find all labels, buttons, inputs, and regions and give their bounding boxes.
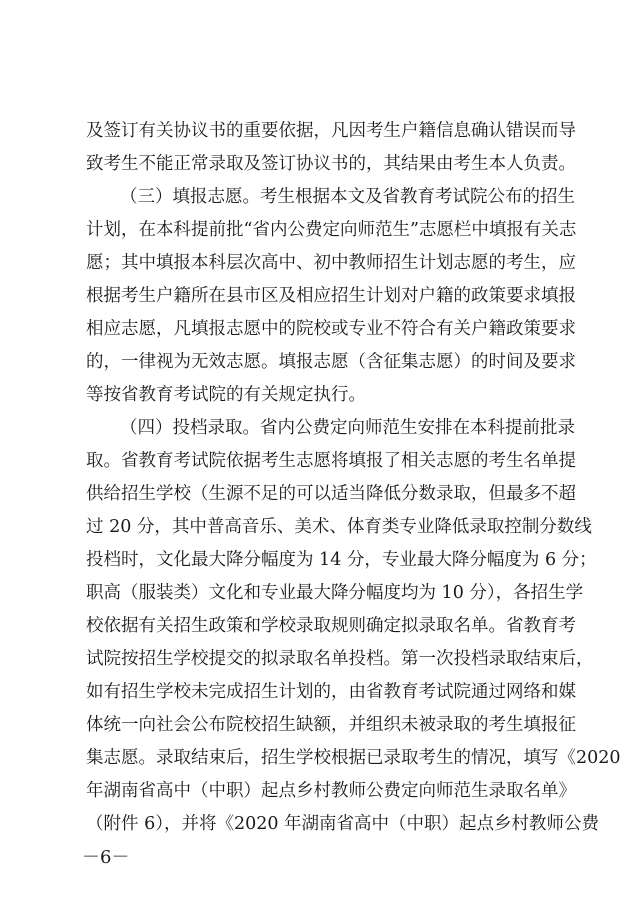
text-line: 供给招生学校（生源不足的可以适当降低分数录取，但最多不超 (86, 484, 576, 504)
text-line: 试院按招生学校提交的拟录取名单投档。第一次投档录取结束后， (86, 649, 594, 669)
page-number: －6－ (82, 847, 130, 868)
text-line: 投档时，文化最大降分幅度为 14 分，专业最大降分幅度为 6 分； (86, 550, 597, 570)
text-line: 年湖南省高中（中职）起点乡村教师公费定向师范生录取名单》 (86, 781, 576, 801)
section-heading-line: （四）投档录取。省内公费定向师范生安排在本科提前批录 (120, 418, 575, 438)
text-line: 过 20 分，其中普高音乐、美术、体育类专业降低录取控制分数线 (86, 517, 592, 537)
text-line: 校依据有关招生政策和学校录取规则确定拟录取名单。省教育考 (86, 616, 576, 636)
text-line: 致考生不能正常录取及签订协议书的，其结果由考生本人负责。 (86, 154, 576, 174)
text-line: （附件 6），并将《2020 年湖南省高中（中职）起点乡村教师公费 (86, 814, 600, 834)
text-line: 及签订有关协议书的重要依据，凡因考生户籍信息确认错误而导 (86, 121, 576, 141)
section-heading-line: （三）填报志愿。考生根据本文及省教育考试院公布的招生 (120, 187, 575, 207)
text-line: 取。省教育考试院依据考生志愿将填报了相关志愿的考生名单提 (86, 451, 576, 471)
text-line: 计划，在本科提前批“省内公费定向师范生”志愿栏中填报有关志 (86, 220, 577, 240)
text-line: 如有招生学校未完成招生计划的，由省教育考试院通过网络和媒 (86, 682, 576, 702)
text-line: 等按省教育考试院的有关规定执行。 (86, 385, 366, 405)
text-line: 根据考生户籍所在县市区及相应招生计划对户籍的政策要求填报 (86, 286, 576, 306)
text-line: 的，一律视为无效志愿。填报志愿（含征集志愿）的时间及要求 (86, 352, 576, 372)
text-line: 相应志愿，凡填报志愿中的院校或专业不符合有关户籍政策要求 (86, 319, 576, 339)
text-line: 愿；其中填报本科层次高中、初中教师招生计划志愿的考生，应 (86, 253, 576, 273)
text-line: 集志愿。录取结束后，招生学校根据已录取考生的情况，填写《2020 (86, 748, 621, 768)
text-line: 体统一向社会公布院校招生缺额，并组织未被录取的考生填报征 (86, 715, 576, 735)
text-line: 职高（服装类）文化和专业最大降分幅度均为 10 分），各招生学 (86, 583, 584, 603)
